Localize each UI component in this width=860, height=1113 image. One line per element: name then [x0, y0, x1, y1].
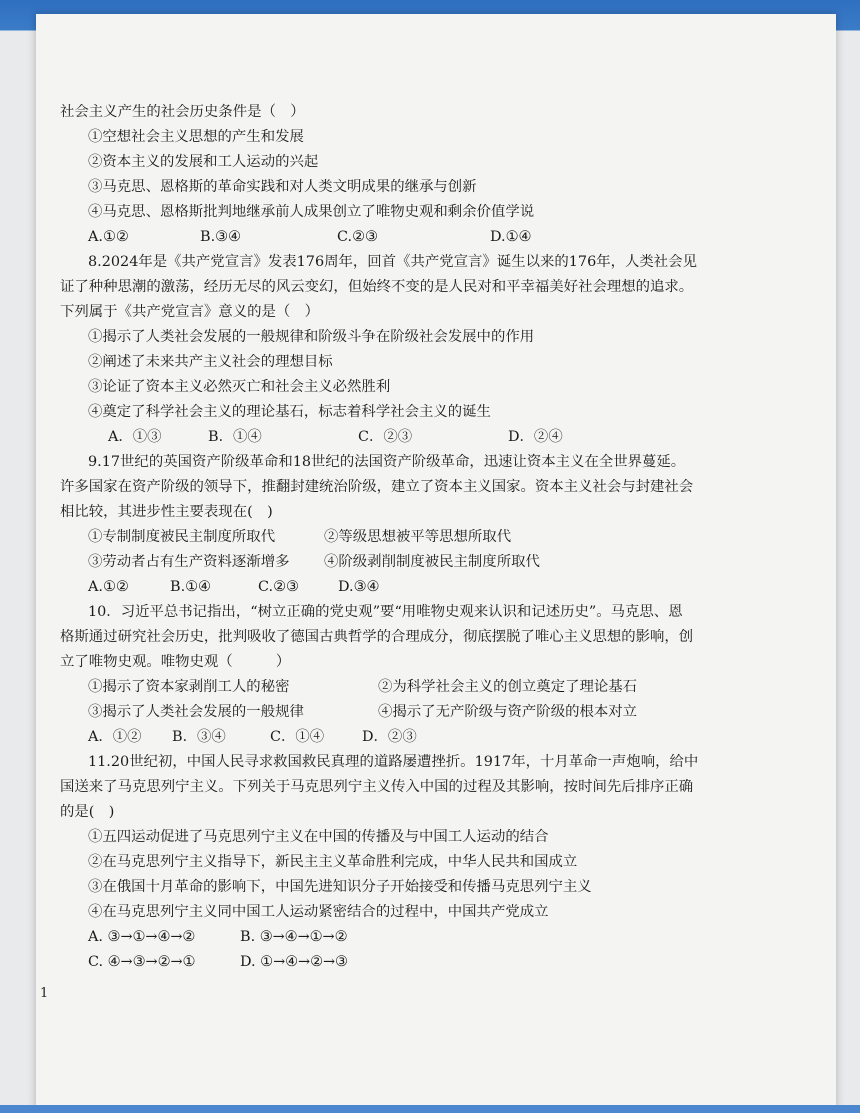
- question-stem: 格斯通过研究社会历史，批判吸收了德国古典哲学的合理成分，彻底摆脱了唯心主义思想的影响，创: [60, 629, 694, 645]
- statement-item: ④马克思、恩格斯批判地继承前人成果创立了唯物史观和剩余价值学说: [88, 204, 535, 220]
- option-b: B．①④: [208, 429, 262, 445]
- statement-item: ①揭示了资本家剥削工人的秘密: [88, 679, 290, 695]
- question-10: [60, 600, 740, 750]
- exam-content: [60, 100, 740, 975]
- option-c: C．①④: [270, 729, 325, 745]
- option-c: C.②③: [337, 229, 378, 245]
- question-stem: 下列属于《共产党宣言》意义的是（ ）: [60, 304, 320, 320]
- option-a: A.①②: [88, 229, 129, 245]
- option-a: A．①②: [88, 729, 142, 745]
- page-number: 1: [40, 986, 49, 1001]
- question-stem: 相比较，其进步性主要表现在( ): [60, 504, 273, 520]
- statement-item: ③论证了资本主义必然灭亡和社会主义必然胜利: [88, 379, 391, 395]
- statement-item: ③在俄国十月革命的影响下，中国先进知识分子开始接受和传播马克思列宁主义: [88, 879, 592, 895]
- statement-item: ②在马克思列宁主义指导下，新民主主义革命胜利完成，中华人民共和国成立: [88, 854, 578, 870]
- option-d: D.①④: [490, 229, 532, 245]
- question-stem: 立了唯物史观。唯物史观（ ）: [60, 654, 291, 670]
- answer-options: [60, 950, 740, 975]
- statement-item: ③马克思、恩格斯的革命实践和对人类文明成果的继承与创新: [88, 179, 477, 195]
- question-stem: 许多国家在资产阶级的领导下，推翻封建统治阶级，建立了资本主义国家。资本主义社会与封建社会: [60, 479, 694, 495]
- question-8: [60, 250, 740, 450]
- question-stem: 证了种种思潮的激荡，经历无尽的风云变幻，但始终不变的是人民对和平幸福美好社会理想的追求。: [60, 279, 694, 295]
- question-stem: 8.2024年是《共产党宣言》发表176周年，回首《共产党宣言》诞生以来的176年，人类社会见: [88, 254, 697, 270]
- question-9: [60, 450, 740, 600]
- statement-item: ①专制制度被民主制度所取代: [88, 529, 276, 545]
- question-stem: 9.17世纪的英国资产阶级革命和18世纪的法国资产阶级革命，迅速让资本主义在全世界蔓延。: [88, 454, 686, 470]
- statement-item: ③劳动者占有生产资料逐渐增多: [88, 554, 290, 570]
- statement-item: ②阐述了未来共产主义社会的理想目标: [88, 354, 333, 370]
- question-stem: 社会主义产生的社会历史条件是（ ）: [60, 104, 305, 120]
- question-stem: 的是( ): [60, 804, 115, 820]
- option-c: C．②③: [358, 429, 413, 445]
- question-stem: 11.20世纪初，中国人民寻求救国救民真理的道路屡遭挫折。1917年，十月革命一声炮响，给中: [88, 754, 699, 770]
- statement-item: ②等级思想被平等思想所取代: [324, 529, 512, 545]
- option-d: D．②③: [362, 729, 417, 745]
- answer-options: [60, 925, 740, 950]
- question-11: [60, 750, 740, 975]
- question-stem: 10．习近平总书记指出，“树立正确的党史观”要“用唯物史观来认识和记述历史”。马克思、恩: [88, 604, 683, 620]
- statement-item: ①空想社会主义思想的产生和发展: [88, 129, 304, 145]
- option-b: B. ③→④→①→②: [240, 929, 348, 945]
- question-stem: 国送来了马克思列宁主义。下列关于马克思列宁主义传入中国的过程及其影响，按时间先后排序正确: [60, 779, 694, 795]
- statement-item: ④在马克思列宁主义同中国工人运动紧密结合的过程中，中国共产党成立: [88, 904, 549, 920]
- option-d: D. ①→④→②→③: [240, 954, 348, 970]
- statement-row: [60, 525, 740, 550]
- statement-item: ①五四运动促进了马克思列宁主义在中国的传播及与中国工人运动的结合: [88, 829, 549, 845]
- option-d: D．②④: [508, 429, 563, 445]
- option-a: A. ③→①→④→②: [88, 929, 196, 945]
- statement-item: ④揭示了无产阶级与资产阶级的根本对立: [378, 704, 638, 720]
- option-c: C. ④→③→②→①: [88, 954, 196, 970]
- option-a: A.①②: [88, 579, 129, 595]
- option-b: B.③④: [200, 229, 241, 245]
- statement-item: ②资本主义的发展和工人运动的兴起: [88, 154, 319, 170]
- option-a: A．①③: [108, 429, 162, 445]
- option-d: D.③④: [338, 579, 380, 595]
- answer-options: [60, 725, 740, 750]
- answer-options: [60, 425, 740, 450]
- statement-item: ②为科学社会主义的创立奠定了理论基石: [378, 679, 638, 695]
- answer-options: [60, 225, 740, 250]
- statement-row: [60, 675, 740, 700]
- statement-item: ④奠定了科学社会主义的理论基石，标志着科学社会主义的诞生: [88, 404, 491, 420]
- option-b: B.①④: [170, 579, 211, 595]
- statement-item: ①揭示了人类社会发展的一般规律和阶级斗争在阶级社会发展中的作用: [88, 329, 535, 345]
- answer-options: [60, 575, 740, 600]
- statement-row: [60, 550, 740, 575]
- statement-item: ③揭示了人类社会发展的一般规律: [88, 704, 304, 720]
- statement-item: ④阶级剥削制度被民主制度所取代: [324, 554, 540, 570]
- statement-row: [60, 700, 740, 725]
- question-7: [60, 100, 740, 250]
- option-b: B．③④: [172, 729, 226, 745]
- option-c: C.②③: [258, 579, 299, 595]
- scan-bottom-edge: [0, 1105, 860, 1113]
